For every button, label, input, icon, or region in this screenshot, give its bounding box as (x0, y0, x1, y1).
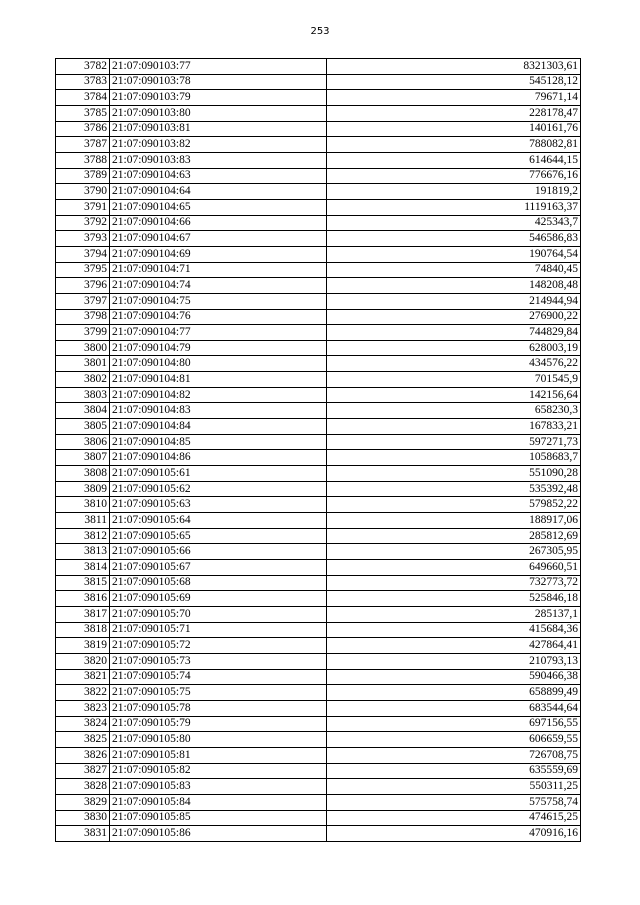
cadastral-number-cell: 21:07:090105:68 (110, 575, 327, 591)
table-row (56, 810, 581, 826)
cadastral-number-cell: 21:07:090105:61 (110, 466, 327, 482)
table-row (56, 356, 581, 372)
cadastral-number-cell: 21:07:090104:86 (110, 450, 327, 466)
table-row (56, 653, 581, 669)
cadastral-number-cell: 21:07:090105:81 (110, 747, 327, 763)
row-number-cell: 3793 (56, 231, 110, 247)
table-row (56, 434, 581, 450)
table-row (56, 669, 581, 685)
cadastral-number-cell: 21:07:090104:84 (110, 419, 327, 435)
cadastral-number-cell: 21:07:090104:64 (110, 184, 327, 200)
cadastral-value-cell: 535392,48 (327, 481, 581, 497)
table-row (56, 262, 581, 278)
table-row (56, 74, 581, 90)
cadastral-number-cell: 21:07:090103:77 (110, 59, 327, 75)
cadastral-value-cell: 732773,72 (327, 575, 581, 591)
row-number-cell: 3785 (56, 105, 110, 121)
cadastral-value-cell: 697156,55 (327, 716, 581, 732)
cadastral-number-cell: 21:07:090105:74 (110, 669, 327, 685)
row-number-cell: 3804 (56, 403, 110, 419)
table-row (56, 591, 581, 607)
cadastral-value-cell: 148208,48 (327, 278, 581, 294)
row-number-cell: 3813 (56, 544, 110, 560)
cadastral-value-cell: 575758,74 (327, 794, 581, 810)
table-body (56, 59, 581, 842)
table-row (56, 231, 581, 247)
cadastral-number-cell: 21:07:090105:65 (110, 528, 327, 544)
cadastral-value-cell: 190764,54 (327, 246, 581, 262)
row-number-cell: 3831 (56, 826, 110, 842)
table-row (56, 466, 581, 482)
cadastral-value-table (55, 58, 581, 842)
cadastral-number-cell: 21:07:090104:67 (110, 231, 327, 247)
table-row (56, 794, 581, 810)
cadastral-value-cell: 658899,49 (327, 685, 581, 701)
table-row (56, 419, 581, 435)
row-number-cell: 3787 (56, 137, 110, 153)
cadastral-number-cell: 21:07:090104:66 (110, 215, 327, 231)
row-number-cell: 3814 (56, 560, 110, 576)
row-number-cell: 3795 (56, 262, 110, 278)
cadastral-number-cell: 21:07:090105:80 (110, 732, 327, 748)
row-number-cell: 3803 (56, 387, 110, 403)
table-row (56, 638, 581, 654)
cadastral-number-cell: 21:07:090103:78 (110, 74, 327, 90)
row-number-cell: 3808 (56, 466, 110, 482)
cadastral-value-cell: 590466,38 (327, 669, 581, 685)
cadastral-value-cell: 658230,3 (327, 403, 581, 419)
cadastral-number-cell: 21:07:090105:70 (110, 606, 327, 622)
row-number-cell: 3792 (56, 215, 110, 231)
row-number-cell: 3794 (56, 246, 110, 262)
table-row (56, 137, 581, 153)
page-number: 253 (310, 26, 330, 37)
row-number-cell: 3809 (56, 481, 110, 497)
cadastral-value-cell: 415684,36 (327, 622, 581, 638)
table-row (56, 372, 581, 388)
row-number-cell: 3783 (56, 74, 110, 90)
row-number-cell: 3820 (56, 653, 110, 669)
cadastral-value-cell: 744829,84 (327, 325, 581, 341)
cadastral-number-cell: 21:07:090104:76 (110, 309, 327, 325)
row-number-cell: 3824 (56, 716, 110, 732)
cadastral-value-cell: 210793,13 (327, 653, 581, 669)
cadastral-value-cell: 427864,41 (327, 638, 581, 654)
table-row (56, 497, 581, 513)
cadastral-number-cell: 21:07:090103:81 (110, 121, 327, 137)
row-number-cell: 3798 (56, 309, 110, 325)
row-number-cell: 3817 (56, 606, 110, 622)
table-row (56, 481, 581, 497)
table-row (56, 387, 581, 403)
cadastral-value-cell: 788082,81 (327, 137, 581, 153)
row-number-cell: 3788 (56, 152, 110, 168)
row-number-cell: 3796 (56, 278, 110, 294)
row-number-cell: 3815 (56, 575, 110, 591)
row-number-cell: 3806 (56, 434, 110, 450)
cadastral-number-cell: 21:07:090105:63 (110, 497, 327, 513)
cadastral-number-cell: 21:07:090105:72 (110, 638, 327, 654)
cadastral-number-cell: 21:07:090104:74 (110, 278, 327, 294)
row-number-cell: 3797 (56, 293, 110, 309)
row-number-cell: 3823 (56, 700, 110, 716)
cadastral-value-cell: 434576,22 (327, 356, 581, 372)
table-row (56, 184, 581, 200)
cadastral-value-cell: 550311,25 (327, 779, 581, 795)
cadastral-number-cell: 21:07:090105:82 (110, 763, 327, 779)
row-number-cell: 3830 (56, 810, 110, 826)
cadastral-number-cell: 21:07:090105:78 (110, 700, 327, 716)
cadastral-value-cell: 470916,16 (327, 826, 581, 842)
table-row (56, 293, 581, 309)
cadastral-value-cell: 276900,22 (327, 309, 581, 325)
row-number-cell: 3799 (56, 325, 110, 341)
cadastral-value-cell: 628003,19 (327, 340, 581, 356)
cadastral-number-cell: 21:07:090105:73 (110, 653, 327, 669)
row-number-cell: 3826 (56, 747, 110, 763)
cadastral-value-cell: 614644,15 (327, 152, 581, 168)
table-row (56, 544, 581, 560)
row-number-cell: 3810 (56, 497, 110, 513)
table-row (56, 763, 581, 779)
cadastral-number-cell: 21:07:090105:75 (110, 685, 327, 701)
row-number-cell: 3802 (56, 372, 110, 388)
table-row (56, 450, 581, 466)
table-row (56, 121, 581, 137)
cadastral-number-cell: 21:07:090104:77 (110, 325, 327, 341)
cadastral-number-cell: 21:07:090105:67 (110, 560, 327, 576)
cadastral-number-cell: 21:07:090104:69 (110, 246, 327, 262)
cadastral-value-cell: 683544,64 (327, 700, 581, 716)
row-number-cell: 3786 (56, 121, 110, 137)
table-row (56, 513, 581, 529)
row-number-cell: 3816 (56, 591, 110, 607)
cadastral-value-cell: 8321303,61 (327, 59, 581, 75)
row-number-cell: 3791 (56, 199, 110, 215)
table-row (56, 747, 581, 763)
table-row (56, 168, 581, 184)
cadastral-value-cell: 191819,2 (327, 184, 581, 200)
cadastral-value-cell: 726708,75 (327, 747, 581, 763)
row-number-cell: 3807 (56, 450, 110, 466)
cadastral-value-cell: 142156,64 (327, 387, 581, 403)
cadastral-number-cell: 21:07:090104:63 (110, 168, 327, 184)
row-number-cell: 3829 (56, 794, 110, 810)
table-row (56, 826, 581, 842)
table-row (56, 59, 581, 75)
cadastral-value-cell: 635559,69 (327, 763, 581, 779)
cadastral-value-cell: 285137,1 (327, 606, 581, 622)
table-row (56, 779, 581, 795)
cadastral-number-cell: 21:07:090105:64 (110, 513, 327, 529)
table-row (56, 575, 581, 591)
cadastral-number-cell: 21:07:090105:83 (110, 779, 327, 795)
cadastral-value-cell: 167833,21 (327, 419, 581, 435)
table-row (56, 340, 581, 356)
cadastral-number-cell: 21:07:090104:85 (110, 434, 327, 450)
cadastral-value-cell: 649660,51 (327, 560, 581, 576)
cadastral-number-cell: 21:07:090105:69 (110, 591, 327, 607)
table-row (56, 152, 581, 168)
cadastral-value-cell: 545128,12 (327, 74, 581, 90)
cadastral-number-cell: 21:07:090105:84 (110, 794, 327, 810)
cadastral-value-cell: 606659,55 (327, 732, 581, 748)
cadastral-value-cell: 546586,83 (327, 231, 581, 247)
cadastral-number-cell: 21:07:090104:81 (110, 372, 327, 388)
table-row (56, 309, 581, 325)
table-row (56, 716, 581, 732)
row-number-cell: 3790 (56, 184, 110, 200)
cadastral-value-cell: 228178,47 (327, 105, 581, 121)
row-number-cell: 3825 (56, 732, 110, 748)
table-row (56, 560, 581, 576)
row-number-cell: 3818 (56, 622, 110, 638)
table-row (56, 246, 581, 262)
cadastral-number-cell: 21:07:090104:80 (110, 356, 327, 372)
table-row (56, 606, 581, 622)
cadastral-number-cell: 21:07:090105:62 (110, 481, 327, 497)
row-number-cell: 3782 (56, 59, 110, 75)
row-number-cell: 3800 (56, 340, 110, 356)
cadastral-number-cell: 21:07:090104:82 (110, 387, 327, 403)
row-number-cell: 3801 (56, 356, 110, 372)
cadastral-number-cell: 21:07:090103:79 (110, 90, 327, 106)
row-number-cell: 3819 (56, 638, 110, 654)
row-number-cell: 3821 (56, 669, 110, 685)
row-number-cell: 3784 (56, 90, 110, 106)
table-row (56, 325, 581, 341)
row-number-cell: 3822 (56, 685, 110, 701)
row-number-cell: 3812 (56, 528, 110, 544)
cadastral-value-cell: 1119163,37 (327, 199, 581, 215)
row-number-cell: 3828 (56, 779, 110, 795)
cadastral-value-cell: 214944,94 (327, 293, 581, 309)
cadastral-value-cell: 776676,16 (327, 168, 581, 184)
cadastral-number-cell: 21:07:090105:86 (110, 826, 327, 842)
table-row (56, 403, 581, 419)
cadastral-value-cell: 701545,9 (327, 372, 581, 388)
cadastral-number-cell: 21:07:090103:83 (110, 152, 327, 168)
cadastral-value-cell: 267305,95 (327, 544, 581, 560)
table-row (56, 105, 581, 121)
table-row (56, 278, 581, 294)
table-row (56, 528, 581, 544)
cadastral-value-cell: 74840,45 (327, 262, 581, 278)
cadastral-value-cell: 285812,69 (327, 528, 581, 544)
row-number-cell: 3805 (56, 419, 110, 435)
table-row (56, 215, 581, 231)
table-row (56, 700, 581, 716)
cadastral-value-cell: 597271,73 (327, 434, 581, 450)
table-row (56, 199, 581, 215)
cadastral-number-cell: 21:07:090104:79 (110, 340, 327, 356)
cadastral-number-cell: 21:07:090104:83 (110, 403, 327, 419)
cadastral-value-cell: 525846,18 (327, 591, 581, 607)
table-row (56, 685, 581, 701)
table-row (56, 90, 581, 106)
cadastral-number-cell: 21:07:090103:80 (110, 105, 327, 121)
cadastral-number-cell: 21:07:090105:85 (110, 810, 327, 826)
row-number-cell: 3827 (56, 763, 110, 779)
cadastral-value-cell: 425343,7 (327, 215, 581, 231)
cadastral-number-cell: 21:07:090104:71 (110, 262, 327, 278)
cadastral-value-cell: 551090,28 (327, 466, 581, 482)
cadastral-number-cell: 21:07:090105:79 (110, 716, 327, 732)
row-number-cell: 3789 (56, 168, 110, 184)
cadastral-number-cell: 21:07:090103:82 (110, 137, 327, 153)
cadastral-value-cell: 1058683,7 (327, 450, 581, 466)
cadastral-value-cell: 579852,22 (327, 497, 581, 513)
cadastral-number-cell: 21:07:090105:66 (110, 544, 327, 560)
cadastral-number-cell: 21:07:090104:65 (110, 199, 327, 215)
cadastral-value-cell: 474615,25 (327, 810, 581, 826)
row-number-cell: 3811 (56, 513, 110, 529)
cadastral-number-cell: 21:07:090105:71 (110, 622, 327, 638)
table-row (56, 622, 581, 638)
cadastral-value-cell: 140161,76 (327, 121, 581, 137)
table-row (56, 732, 581, 748)
cadastral-value-cell: 188917,06 (327, 513, 581, 529)
cadastral-number-cell: 21:07:090104:75 (110, 293, 327, 309)
cadastral-value-cell: 79671,14 (327, 90, 581, 106)
